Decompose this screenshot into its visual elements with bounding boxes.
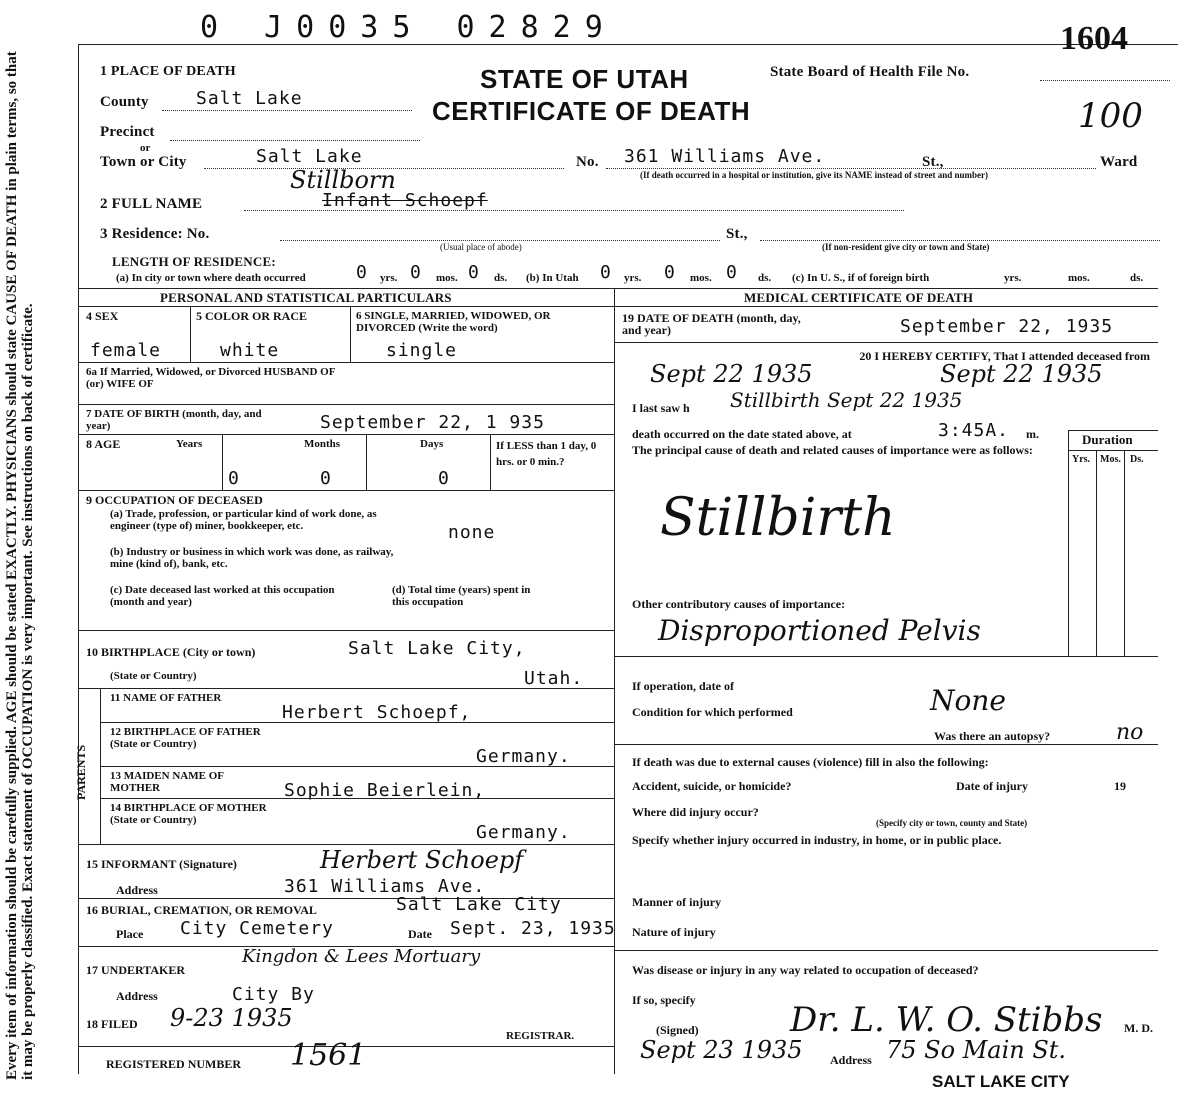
- burial-place: City Cemetery: [180, 918, 334, 939]
- occ-value: none: [448, 522, 496, 543]
- file-no-line: [1040, 80, 1170, 81]
- years-label: Years: [176, 438, 203, 450]
- cause-value: Stillbirth: [660, 488, 896, 548]
- time-m: m.: [1026, 427, 1039, 441]
- length-c-yrs-label: yrs.: [1004, 272, 1022, 284]
- duration-div-2: [1124, 450, 1125, 656]
- age-days: 0: [438, 468, 450, 489]
- length-b-mos-label: mos.: [690, 272, 712, 284]
- age-years: 0: [228, 468, 240, 489]
- county-label: County: [100, 94, 149, 110]
- physician-address-label: Address: [830, 1053, 872, 1067]
- parents-label: PARENTS: [74, 744, 88, 800]
- days-label: Days: [420, 438, 444, 450]
- other-causes-value: Disproportioned Pelvis: [658, 614, 981, 647]
- physician-signature: Dr. L. W. O. Stibbs: [790, 1000, 1103, 1040]
- spouse-label: 6a If Married, Widowed, or Divorced HUSBAND OF (or) WIFE OF: [86, 366, 336, 390]
- residence-line: [280, 240, 720, 241]
- marital-value: single: [386, 340, 458, 361]
- duration-ds: Ds.: [1130, 454, 1144, 465]
- last-saw-value: Stillbirth Sept 22 1935: [730, 388, 963, 412]
- row-6-line: [78, 362, 614, 363]
- operation-label: If operation, date of: [632, 679, 734, 693]
- hospital-note: (If death occurred in a hospital or institution, give its NAME instead of street and number): [640, 170, 989, 180]
- occ-d-label: (d) Total time (years) spent in this occupation: [392, 584, 531, 608]
- death-time: 3:45A.: [938, 420, 1010, 441]
- town-label: Town or City: [100, 154, 187, 170]
- mother-bp-label: 14 BIRTHPLACE OF MOTHER (State or Country): [110, 802, 267, 826]
- burial-date-label: Date: [408, 927, 432, 941]
- precinct-label: Precinct: [100, 124, 155, 140]
- birthplace-state: Utah.: [524, 668, 584, 689]
- manner-label: Manner of injury: [632, 895, 722, 909]
- disease-question: Was disease or injury in any way related to occupation of deceased?: [632, 963, 979, 977]
- length-a-mos: 0: [410, 262, 422, 283]
- ifso-label: If so, specify: [632, 993, 696, 1007]
- father-line: [100, 722, 614, 723]
- where-note: (Specify city or town, county and State): [876, 818, 1028, 828]
- undertaker-address: City By: [232, 984, 315, 1005]
- state-title: STATE OF UTAH: [480, 64, 689, 94]
- section-heading-line: [78, 306, 1158, 307]
- where-label: Where did injury occur?: [632, 805, 759, 819]
- undertaker-address-label: Address: [116, 989, 158, 1003]
- length-b-yrs-label: yrs.: [624, 272, 642, 284]
- section-top-line: [78, 288, 1158, 289]
- reg-number-label: REGISTERED NUMBER: [106, 1057, 242, 1071]
- row-9-line: [78, 630, 614, 631]
- color-label: 5 COLOR OR RACE: [196, 309, 308, 323]
- age-div-1: [222, 434, 223, 490]
- length-a-yrs: 0: [356, 262, 368, 283]
- burial-date: Sept. 23, 1935: [450, 918, 616, 939]
- city-stamp: SALT LAKE CITY: [932, 1072, 1070, 1091]
- precinct-line: [170, 140, 420, 141]
- residence-label: 3 Residence: No.: [100, 226, 210, 242]
- full-name-value: Infant Schoepf: [322, 190, 488, 211]
- specify-label: Specify whether injury occurred in industry, in home, or in public place.: [632, 833, 1002, 847]
- parents-bottom-line: [78, 844, 614, 845]
- informant-signature: Herbert Schoepf: [320, 846, 524, 874]
- age-label: 8 AGE: [86, 437, 121, 451]
- physician-address: 75 So Main St.: [886, 1036, 1067, 1064]
- length-a-mos-label: mos.: [436, 272, 458, 284]
- dod-value: September 22, 1935: [900, 316, 1114, 337]
- signed-label: (Signed): [656, 1023, 699, 1037]
- center-divider: [614, 288, 615, 1074]
- residence-st-line: [760, 240, 1160, 241]
- condition-label: Condition for which performed: [632, 705, 793, 719]
- age-months: 0: [320, 468, 332, 489]
- length-a-yrs-label: yrs.: [380, 272, 398, 284]
- less-label: If LESS than 1 day, 0 hrs. or 0 min.?: [496, 440, 597, 468]
- father-bp-value: Germany.: [476, 746, 571, 767]
- mother-label: 13 MAIDEN NAME OF MOTHER: [110, 770, 224, 794]
- full-name-line: [244, 210, 904, 211]
- side-instructions: Every item of information should be carefully supplied. AGE should be stated EXACTLY. PHYSICIANS should state CAUSE OF DEATH in plain terms, so that it may be properly classified. Exact statement of OCCUPATION is very important. See instructions on back of certificate.: [4, 51, 36, 1080]
- last-saw-label: I last saw h: [632, 401, 690, 415]
- undertaker-label: 17 UNDERTAKER: [86, 963, 186, 977]
- sex-label: 4 SEX: [86, 309, 119, 323]
- burial-place-label: Place: [116, 927, 144, 941]
- certify-label: 20 I HEREBY CERTIFY, That I attended deceased from: [859, 349, 1150, 363]
- form-left-border: [78, 44, 79, 1074]
- filed-label: 18 FILED: [86, 1017, 138, 1031]
- age-div-3: [490, 434, 491, 490]
- row-8-line: [78, 490, 614, 491]
- operation-value: None: [930, 684, 1006, 717]
- row-injury-line: [614, 950, 1158, 951]
- burial-value: Salt Lake City: [396, 894, 562, 915]
- occ-label: 9 OCCUPATION OF DECEASED: [86, 493, 263, 507]
- informant-address-label: Address: [116, 883, 158, 897]
- other-causes-label: Other contributory causes of importance:: [632, 597, 846, 611]
- row-cause-line: [614, 656, 1158, 657]
- attend-to: Sept 22 1935: [940, 360, 1103, 388]
- cause-label: The principal cause of death and related causes of importance were as follows:: [632, 443, 1033, 457]
- usual-note: (Usual place of abode): [440, 242, 522, 252]
- street-st-label: St.,: [922, 154, 944, 170]
- file-no-label: State Board of Health File No.: [770, 64, 970, 80]
- external-label: If death was due to external causes (violence) fill in also the following:: [632, 755, 989, 769]
- row-operation-line: [614, 744, 1158, 745]
- length-b-yrs: 0: [600, 262, 612, 283]
- length-b-ds-label: ds.: [758, 272, 772, 284]
- duration-head-line: [1068, 450, 1158, 451]
- filed-value: 9-23 1935: [170, 1004, 293, 1032]
- mother-line: [100, 798, 614, 799]
- mother-bp-value: Germany.: [476, 822, 571, 843]
- injury-year: 19: [1114, 779, 1126, 793]
- dob-label: 7 DATE OF BIRTH (month, day, and year): [86, 408, 262, 432]
- mother-value: Sophie Beierlein,: [284, 780, 486, 801]
- marital-label: 6 SINGLE, MARRIED, WIDOWED, OR DIVORCED (Write the word): [356, 310, 551, 334]
- autopsy-label: Was there an autopsy?: [934, 729, 1051, 743]
- father-label: 11 NAME OF FATHER: [110, 692, 222, 704]
- father-bp-label: 12 BIRTHPLACE OF FATHER (State or Country): [110, 726, 261, 750]
- row-10-line: [78, 688, 614, 689]
- personal-heading: PERSONAL AND STATISTICAL PARTICULARS: [160, 290, 452, 305]
- md-label: M. D.: [1124, 1021, 1153, 1035]
- age-div-2: [366, 434, 367, 490]
- or-label: or: [140, 142, 151, 154]
- birthplace-label: 10 BIRTHPLACE (City or town): [86, 645, 256, 659]
- dob-value: September 22, 1 935: [320, 412, 545, 433]
- father-bp-line: [100, 766, 614, 767]
- length-c-mos-label: mos.: [1068, 272, 1090, 284]
- color-marital-divider: [350, 306, 351, 362]
- color-value: white: [220, 340, 280, 361]
- duration-div-1: [1096, 450, 1097, 656]
- accident-label: Accident, suicide, or homicide?: [632, 779, 792, 793]
- dod-label: 19 DATE OF DEATH (month, day, and year): [622, 311, 801, 337]
- injury-date-label: Date of injury: [956, 779, 1028, 793]
- row-6a-line: [78, 404, 614, 405]
- attend-from: Sept 22 1935: [650, 360, 813, 388]
- town-value: Salt Lake: [256, 146, 363, 167]
- months-label: Months: [304, 438, 341, 450]
- hand-number: 100: [1078, 96, 1143, 136]
- duration-mos: Mos.: [1100, 454, 1121, 465]
- county-value: Salt Lake: [196, 88, 303, 109]
- occ-a-label: (a) Trade, profession, or particular kind of work done, as engineer (type of) miner, bookkeeper, etc.: [110, 508, 377, 532]
- birthplace-state-label: (State or Country): [110, 670, 197, 682]
- nonres-note: (If non-resident give city or town and State): [822, 242, 990, 252]
- nature-label: Nature of injury: [632, 925, 716, 939]
- length-label: LENGTH OF RESIDENCE:: [112, 254, 276, 269]
- medical-heading: MEDICAL CERTIFICATE OF DEATH: [744, 290, 974, 305]
- sex-value: female: [90, 340, 162, 361]
- autopsy-value: no: [1116, 720, 1144, 745]
- duration-label: Duration: [1082, 432, 1133, 447]
- length-a-ds-label: ds.: [494, 272, 508, 284]
- cert-serial: 0 J0035 02829: [200, 10, 617, 45]
- length-b-label: (b) In Utah: [526, 272, 579, 284]
- duration-top: [1068, 430, 1158, 431]
- length-b-mos: 0: [664, 262, 676, 283]
- full-name-label: 2 FULL NAME: [100, 196, 203, 212]
- county-line: [162, 110, 412, 111]
- reg-number: 1561: [290, 1038, 367, 1073]
- undertaker-value: Kingdon & Lees Mortuary: [242, 946, 481, 967]
- father-value: Herbert Schoepf,: [282, 702, 472, 723]
- informant-address: 361 Williams Ave.: [284, 876, 486, 897]
- duration-left: [1068, 430, 1069, 656]
- stamp-number: 1604: [1060, 20, 1128, 57]
- row-19-line: [614, 342, 1158, 343]
- residence-st-label: St.,: [726, 226, 748, 242]
- sex-color-divider: [190, 306, 191, 362]
- sig-date: Sept 23 1935: [640, 1036, 803, 1064]
- street-value: 361 Williams Ave.: [624, 146, 826, 167]
- occurred-label: death occurred on the date stated above, at: [632, 427, 852, 441]
- burial-label: 16 BURIAL, CREMATION, OR REMOVAL: [86, 903, 317, 917]
- birthplace-city: Salt Lake City,: [348, 638, 526, 659]
- length-a-ds: 0: [468, 262, 480, 283]
- informant-label: 15 INFORMANT (Signature): [86, 857, 237, 871]
- place-heading: 1 PLACE OF DEATH: [100, 64, 236, 79]
- certificate-title: CERTIFICATE OF DEATH: [432, 96, 751, 126]
- street-no-label: No.: [576, 154, 599, 170]
- registrar-label: REGISTRAR.: [506, 1030, 575, 1042]
- name-hand: Stillborn: [290, 166, 396, 194]
- occ-c-label: (c) Date deceased last worked at this occupation (month and year): [110, 584, 335, 608]
- length-a-label: (a) In city or town where death occurred: [116, 272, 306, 284]
- occ-b-label: (b) Industry or business in which work was done, as railway, mine (kind of), bank, etc.: [110, 546, 394, 570]
- street-line: [606, 168, 1096, 169]
- length-c-ds-label: ds.: [1130, 272, 1144, 284]
- row-7-line: [78, 434, 614, 435]
- duration-yrs: Yrs.: [1072, 454, 1091, 465]
- length-b-ds: 0: [726, 262, 738, 283]
- ward-label: Ward: [1100, 154, 1138, 170]
- length-c-label: (c) In U. S., if of foreign birth: [792, 272, 930, 284]
